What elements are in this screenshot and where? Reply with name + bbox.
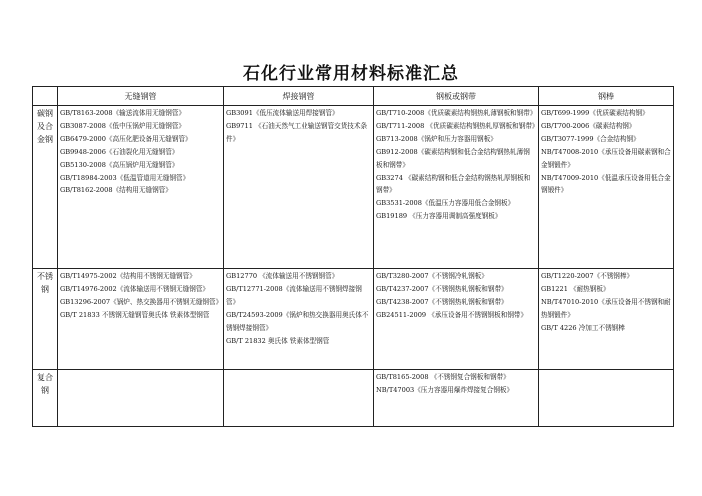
cell-bar <box>539 370 674 427</box>
header-row <box>33 87 674 106</box>
standard-item: GB/T18984-2003《低温管道用无缝钢管》 <box>60 173 190 182</box>
cell-welded-pipe <box>224 269 374 370</box>
standard-item: NB/T47010-2010《承压设备用不锈钢和耐热钢锻件》 <box>541 297 671 319</box>
standard-item: GB/T8163-2008《输送流体用无缝钢管》 <box>60 109 186 117</box>
standard-item: GB3087-2008《低中压锅炉用无缝钢管》 <box>60 121 186 130</box>
standard-item: NB/T47009-2010《低温承压设备用低合金钢锻件》 <box>541 173 671 195</box>
standard-item: GB713-2008《锅炉和压力容器用钢板》 <box>376 134 497 143</box>
standard-item: GB3091《低压流体输送用焊接钢管》 <box>226 109 339 117</box>
standard-item: GB/T700-2006《碳素结构钢》 <box>541 121 636 130</box>
standard-item: GB/T711-2008 《优质碳素结构钢热轧厚钢板和钢带》 <box>376 121 539 130</box>
cell-plate-strip <box>374 106 539 269</box>
cell-seamless-pipe <box>58 370 224 427</box>
row-stainless-steel <box>33 269 674 370</box>
standard-item: GB12770 《流体输送用不锈钢钢管》 <box>226 272 339 280</box>
cell-bar <box>539 269 674 370</box>
standard-item: GB3274 《碳素结构钢和低合金结构钢热轧厚钢板和钢带》 <box>376 173 531 195</box>
standard-item: GB/T1220-2007《不锈钢棒》 <box>541 272 634 280</box>
cell-welded-pipe <box>224 106 374 269</box>
standard-item: GB/T3077-1999《合金结构钢》 <box>541 134 640 143</box>
standard-item: GB9948-2006《石油裂化用无缝钢管》 <box>60 147 179 156</box>
standard-item: GB6479-2000《高压化肥设备用无缝钢管》 <box>60 134 192 143</box>
row-label: 不锈钢 <box>33 269 58 370</box>
standard-item: NB/T47008-2010《承压设备用碳素钢和合金钢锻件》 <box>541 147 671 169</box>
standard-item: GB24511-2009 《承压设备用不锈钢钢板和钢带》 <box>376 310 528 319</box>
standard-item: GB5130-2008《高压锅炉用无缝钢管》 <box>60 160 179 169</box>
standard-item: GB/T710-2008《优质碳素结构钢热轧薄钢板和钢带》 <box>376 109 537 117</box>
standards-table <box>32 86 674 427</box>
standard-item: GB/T4237-2007《不锈钢热轧钢板和钢带》 <box>376 284 508 293</box>
row-label: 复合钢 <box>33 370 58 427</box>
row-clad-steel <box>33 370 674 427</box>
cell-seamless-pipe <box>58 106 224 269</box>
cell-seamless-pipe <box>58 269 224 370</box>
standard-item: GB/T4238-2007《不锈钢热轧钢板和钢带》 <box>376 297 508 306</box>
standard-item: GB3531-2008《低温压力容器用低合金钢板》 <box>376 199 515 208</box>
document-title: 石化行业常用材料标准汇总 <box>243 64 459 84</box>
standard-item: GB/T 21833 不锈钢无缝钢管奥氏体 铁素体型钢管 <box>60 310 210 319</box>
standard-item: GB/T 4226 冷加工不锈钢棒 <box>541 323 625 332</box>
standard-item: GB/T3280-2007《不锈钢冷轧钢板》 <box>376 272 488 280</box>
standard-item: GB912-2008《碳素结构钢和低合金结构钢热轧薄钢板和钢带》 <box>376 147 530 169</box>
header-bar: 钢棒 <box>539 87 674 106</box>
standard-item: GB/T 21832 奥氏体 铁素体型钢管 <box>226 336 330 345</box>
standard-item: GB19189 《压力容器用调制高强度钢板》 <box>376 212 502 221</box>
row-carbon-alloy-steel <box>33 106 674 269</box>
standard-item: GB/T14976-2002《流体输送用不锈钢无缝钢管》 <box>60 284 210 293</box>
standard-item: NB/T47003《压力容器用爆炸焊接复合钢板》 <box>376 385 514 394</box>
cell-plate-strip <box>374 370 539 427</box>
standard-item: GB13296-2007《锅炉、热交换器用不锈钢无缝钢管》 <box>60 297 223 306</box>
header-welded-pipe: 焊接钢管 <box>224 87 374 106</box>
standard-item: GB/T12771-2008《流体输送用不锈钢焊接钢管》 <box>226 284 362 306</box>
header-seamless-pipe: 无缝钢管 <box>58 87 224 106</box>
standard-item: GB1221 《耐热钢板》 <box>541 284 610 293</box>
cell-bar <box>539 106 674 269</box>
standard-item: GB/T14975-2002《结构用不锈钢无缝钢管》 <box>60 272 196 280</box>
standard-item: GB/T699-1999《优质碳素结构钢》 <box>541 109 649 117</box>
standard-item: GB/T8165-2008 《不锈钢复合钢板和钢带》 <box>376 373 510 381</box>
standard-item: GB/T24593-2009《锅炉和热交换器用奥氏体不锈钢焊接钢管》 <box>226 310 369 332</box>
table-body <box>33 106 674 427</box>
cell-plate-strip <box>374 269 539 370</box>
standard-item: GB9711 《石油天然气工业输送钢管交货技术条件》 <box>226 121 368 143</box>
cell-welded-pipe <box>224 370 374 427</box>
header-plate-strip: 钢板或钢带 <box>374 87 539 106</box>
row-label: 碳钢及合金钢 <box>33 106 58 269</box>
standard-item: GB/T8162-2008《结构用无缝钢管》 <box>60 186 172 195</box>
header-corner <box>33 87 58 106</box>
